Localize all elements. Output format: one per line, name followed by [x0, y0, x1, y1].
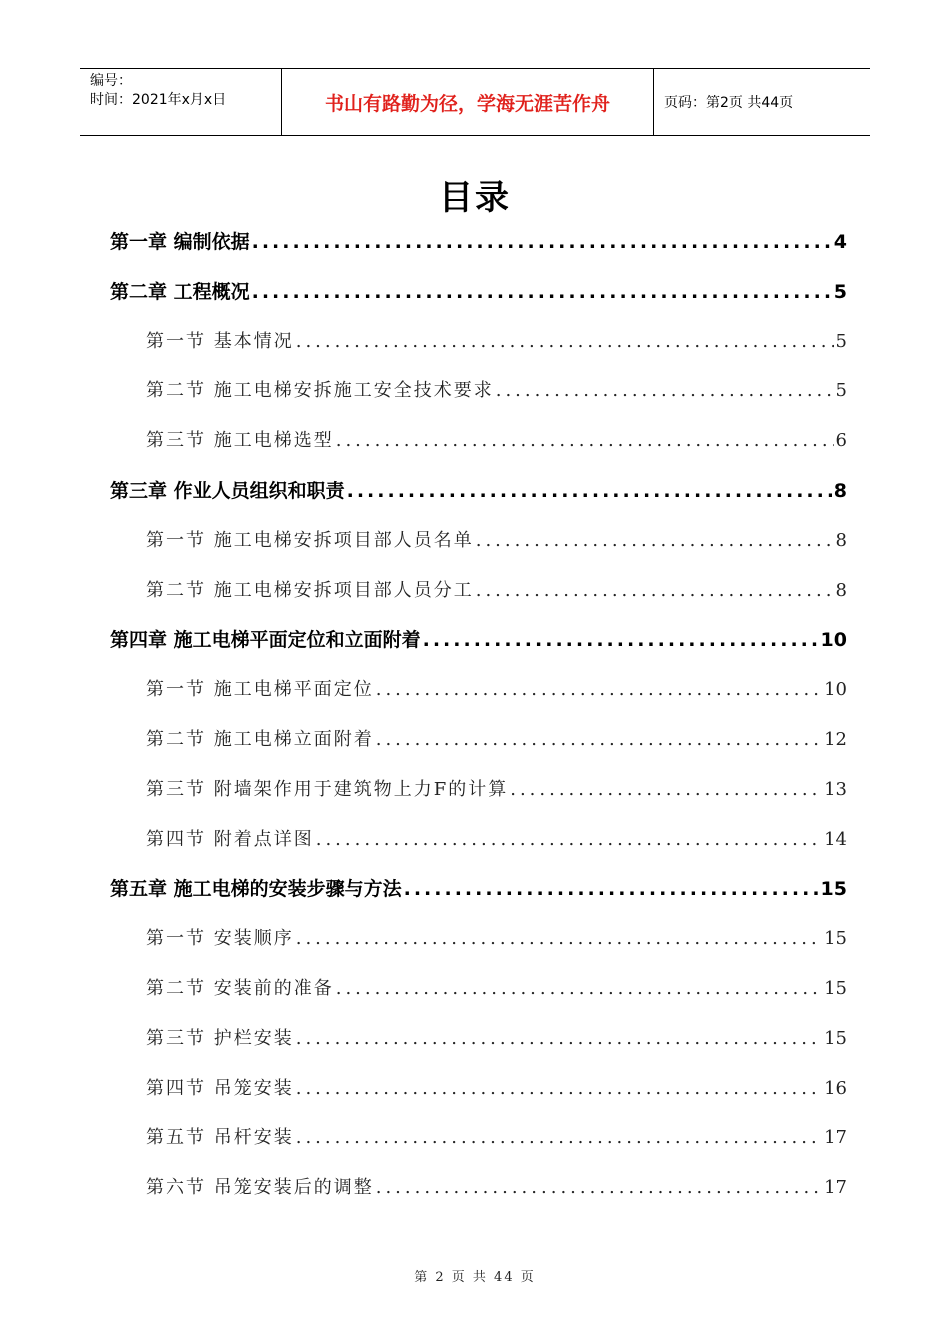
toc-entry-page-number: 6 — [835, 430, 847, 451]
toc-chapter-entry[interactable] — [110, 625, 847, 655]
toc-leader-dots — [376, 675, 822, 705]
toc-leader-dots — [252, 227, 832, 257]
toc-entry-label: 第一章 编制依据 — [110, 231, 250, 253]
toc-entry-label: 第三章 作业人员组织和职责 — [110, 480, 345, 502]
toc-entry-page-number: 15 — [820, 878, 847, 900]
toc-entry-page-number: 8 — [833, 480, 847, 502]
toc-leader-dots — [476, 526, 834, 556]
toc-section-entry[interactable] — [146, 924, 847, 954]
toc-entry-label: 第二节 施工电梯立面附着 — [146, 729, 374, 750]
toc-entry-page-number: 13 — [824, 779, 847, 800]
document-number-label: 编号： — [90, 73, 132, 89]
toc-entry-label: 第四节 附着点详图 — [146, 829, 314, 850]
toc-section-entry[interactable] — [146, 376, 847, 406]
toc-section-entry[interactable] — [146, 576, 847, 606]
toc-leader-dots — [296, 327, 834, 357]
toc-section-entry[interactable] — [146, 327, 847, 357]
toc-leader-dots — [296, 1123, 822, 1153]
toc-entry-page-number: 5 — [833, 281, 847, 303]
toc-section-entry[interactable] — [146, 725, 847, 755]
toc-entry-label: 第四节 吊笼安装 — [146, 1078, 294, 1099]
toc-leader-dots — [252, 277, 832, 307]
toc-entry-page-number: 8 — [835, 580, 847, 601]
toc-entry-page-number: 17 — [824, 1177, 847, 1198]
toc-section-entry[interactable] — [146, 1074, 847, 1104]
toc-leader-dots — [376, 725, 822, 755]
toc-entry-label: 第三节 施工电梯选型 — [146, 430, 334, 451]
page-footer: 第 2 页 共 44 页 — [414, 1270, 536, 1285]
toc-section-entry[interactable] — [146, 775, 847, 805]
toc-chapter-entry[interactable] — [110, 277, 847, 307]
toc-section-entry[interactable] — [146, 1123, 847, 1153]
toc-entry-page-number: 15 — [824, 978, 847, 999]
toc-entry-page-number: 15 — [824, 928, 847, 949]
toc-section-entry[interactable] — [146, 426, 847, 456]
toc-leader-dots — [296, 924, 822, 954]
toc-entry-page-number: 5 — [835, 331, 847, 352]
toc-entry-label: 第二节 施工电梯安拆项目部人员分工 — [146, 580, 474, 601]
toc-entry-page-number: 4 — [833, 231, 847, 253]
toc-entry-label: 第一节 基本情况 — [146, 331, 294, 352]
toc-leader-dots — [496, 376, 834, 406]
header-motto: 书山有路勤为径，学海无涯苦作舟 — [282, 69, 654, 135]
toc-section-entry[interactable] — [146, 526, 847, 556]
toc-entry-label: 第二节 施工电梯安拆施工安全技术要求 — [146, 380, 494, 401]
toc-entry-label: 第二章 工程概况 — [110, 281, 250, 303]
toc-entry-page-number: 10 — [820, 629, 847, 651]
header-meta — [80, 69, 282, 135]
page-header — [80, 68, 870, 136]
toc-entry-label: 第六节 吊笼安装后的调整 — [146, 1177, 374, 1198]
toc-leader-dots — [316, 825, 822, 855]
toc-entry-label: 第一节 施工电梯安拆项目部人员名单 — [146, 530, 474, 551]
document-time-label: 时间：2021年x月x日 — [90, 92, 227, 108]
toc-leader-dots — [347, 476, 832, 506]
toc-leader-dots — [336, 974, 822, 1004]
toc-chapter-entry[interactable] — [110, 227, 847, 257]
toc-entry-page-number: 5 — [835, 380, 847, 401]
header-page-info: 页码：第2页 共44页 — [664, 95, 794, 111]
toc-leader-dots — [423, 625, 819, 655]
toc-entry-label: 第一节 施工电梯平面定位 — [146, 679, 374, 700]
toc-entry-label: 第四章 施工电梯平面定位和立面附着 — [110, 629, 421, 651]
toc-chapter-entry[interactable] — [110, 874, 847, 904]
toc-leader-dots — [404, 874, 819, 904]
toc-entry-page-number: 10 — [824, 679, 847, 700]
toc-section-entry[interactable] — [146, 675, 847, 705]
toc-section-entry[interactable] — [146, 1173, 847, 1203]
toc-chapter-entry[interactable] — [110, 476, 847, 506]
toc-entry-label: 第五节 吊杆安装 — [146, 1127, 294, 1148]
toc-entry-label: 第五章 施工电梯的安装步骤与方法 — [110, 878, 402, 900]
toc-entry-label: 第三节 附墙架作用于建筑物上力F的计算 — [146, 779, 509, 800]
toc-entry-label: 第二节 安装前的准备 — [146, 978, 334, 999]
toc-entry-page-number: 17 — [824, 1127, 847, 1148]
toc-entry-label: 第一节 安装顺序 — [146, 928, 294, 949]
toc-leader-dots — [296, 1074, 822, 1104]
toc-leader-dots — [336, 426, 834, 456]
toc-entry-page-number: 12 — [824, 729, 847, 750]
toc-leader-dots — [476, 576, 834, 606]
toc-entry-page-number: 14 — [824, 829, 847, 850]
toc-section-entry[interactable] — [146, 825, 847, 855]
toc-leader-dots — [510, 775, 822, 805]
toc-entry-page-number: 8 — [835, 530, 847, 551]
toc-leader-dots — [296, 1024, 822, 1054]
toc-title: 目录 — [439, 178, 511, 218]
toc-entry-label: 第三节 护栏安装 — [146, 1028, 294, 1049]
toc-entry-page-number: 15 — [824, 1028, 847, 1049]
toc-leader-dots — [376, 1173, 822, 1203]
toc-entry-page-number: 16 — [824, 1078, 847, 1099]
toc-section-entry[interactable] — [146, 1024, 847, 1054]
toc-section-entry[interactable] — [146, 974, 847, 1004]
